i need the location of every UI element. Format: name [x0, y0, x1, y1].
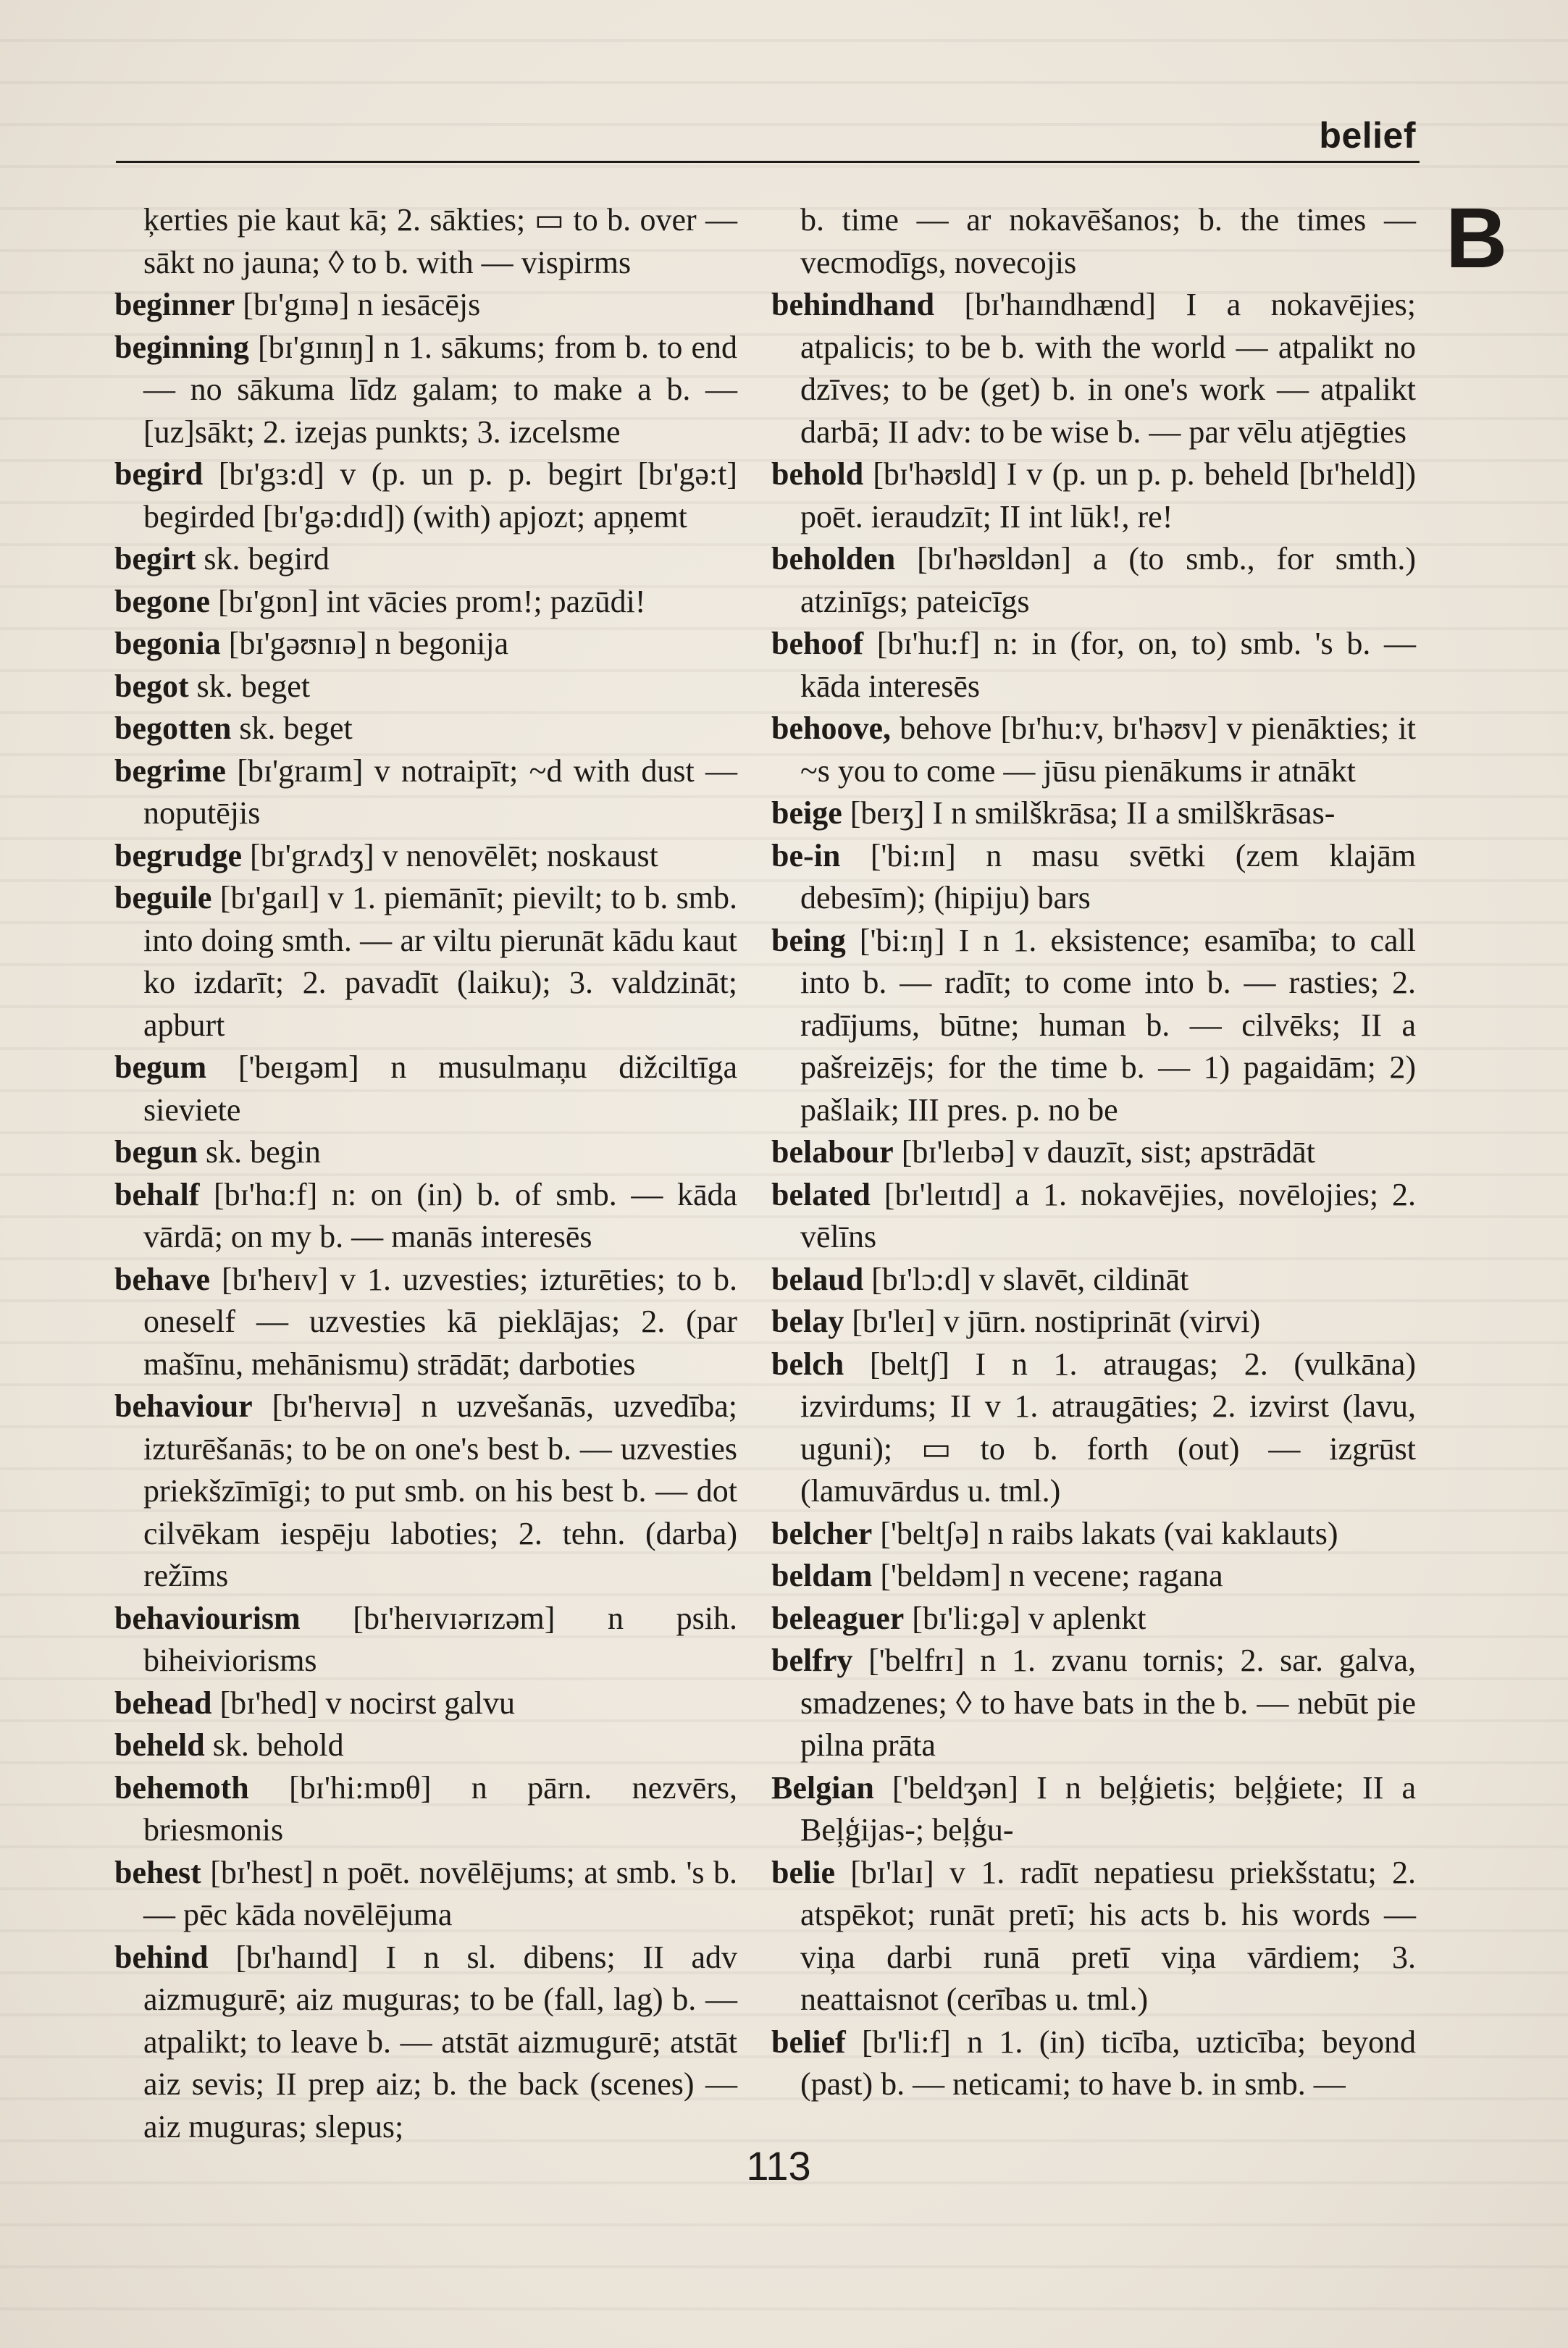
dictionary-entry: behemoth [bɪ'hi:mɒθ] n pārn. nezvērs, briesmonis: [114, 1769, 737, 1848]
headword: Belgian: [771, 1769, 874, 1806]
dictionary-entry: beldam ['beldəm] n vecene; ragana: [771, 1558, 1223, 1593]
dictionary-entry: belch [beltʃ] I n 1. atraugas; 2. (vulkāna) izvirdums; II v 1. atraugāties; 2. izvirst (lavu, uguni); ▭ to b. forth (out) — izgrūst (lamuvārdus u. tml.): [771, 1346, 1416, 1509]
dictionary-entry: be-in ['bi:ɪn] n masu svētki (zem klajām debesīm); (hipiju) bars: [771, 837, 1416, 915]
dictionary-entry: begun sk. begin: [114, 1134, 321, 1170]
dictionary-entry: Belgian ['beldʒən] I n beļģietis; beļģiete; II a Beļģijas-; beļģu-: [771, 1769, 1416, 1848]
headword: belaud: [771, 1261, 864, 1297]
dictionary-entry: beheld sk. behold: [114, 1727, 344, 1763]
dictionary-entry: belcher ['beltʃə] n raibs lakats (vai kaklauts): [771, 1515, 1338, 1551]
dictionary-entry: begrudge [bɪ'grʌdʒ] v nenovēlēt; noskaust: [114, 837, 658, 873]
headword: beleaguer: [771, 1600, 905, 1636]
running-head: belief: [1319, 115, 1416, 156]
dictionary-entry: begum ['beɪgəm] n musulmaņu dižciltīga sieviete: [114, 1049, 737, 1128]
headword: beholden: [771, 541, 896, 576]
dictionary-entry: behoove, behove [bɪ'hu:v, bɪ'həʊv] v pienākties; it ~s you to come — jūsu pienākums ir atnākt: [771, 710, 1416, 789]
dictionary-entry: beguile [bɪ'gaɪl] v 1. piemānīt; pievilt; to b. smb. into doing smth. — ar viltu pierunāt kādu kaut ko izdarīt; 2. pavadīt (laiku); 3. valdzināt; apburt: [114, 880, 737, 1043]
dictionary-entry: begot sk. beget: [114, 668, 311, 704]
headword: behead: [114, 1685, 212, 1721]
headword: begum: [114, 1049, 207, 1085]
dictionary-entry: behold [bɪ'həʊld] I v (p. un p. p. beheld [bɪ'held]) poēt. ieraudzīt; II int lūk!, re!: [771, 456, 1416, 534]
headword: begonia: [114, 626, 221, 661]
dictionary-entry: begone [bɪ'gɒn] int vācies prom!; pazūdi!: [114, 583, 646, 619]
dictionary-entry: begrime [bɪ'graɪm] v notraipīt; ~d with dust — noputējis: [114, 752, 737, 831]
headword: behest: [114, 1854, 201, 1890]
headword: belcher: [771, 1515, 873, 1551]
headword: belfry: [771, 1643, 853, 1678]
dictionary-entry: begirt sk. begird: [114, 541, 330, 576]
page-number: 113: [746, 2143, 811, 2189]
headword: behold: [771, 456, 864, 492]
headword: belay: [771, 1304, 844, 1339]
headword: beguile: [114, 880, 212, 915]
headword: belch: [771, 1346, 844, 1382]
headword: behind: [114, 1939, 209, 1975]
headword: begrime: [114, 752, 226, 789]
headword: belief: [771, 2024, 846, 2060]
headword: behoove,: [771, 710, 891, 746]
headword: begirt: [114, 541, 196, 576]
headword: beldam: [771, 1558, 873, 1593]
thumb-index-letter: B: [1446, 190, 1508, 286]
headword: belated: [771, 1176, 871, 1212]
dictionary-entry: behoof [bɪ'hu:f] n: in (for, on, to) smb. 's b. — kāda interesēs: [771, 626, 1416, 704]
dictionary-entry: beginner [bɪ'gɪnə] n iesācējs: [114, 287, 481, 322]
headword: beginning: [114, 329, 249, 365]
dictionary-entry: belief [bɪ'li:f] n 1. (in) ticība, uzticība; beyond (past) b. — neticami; to have b. in smb. —: [771, 2024, 1416, 2102]
headword: behoof: [771, 626, 864, 661]
dictionary-entry: beginning [bɪ'gɪnɪŋ] n 1. sākums; from b. to end — no sākuma līdz galam; to make a b. — [uz]sākt; 2. izejas punkts; 3. izcelsme: [114, 329, 737, 450]
right-column: [771, 199, 1416, 2106]
dictionary-entry: behest [bɪ'hest] n poēt. novēlējums; at smb. 's b. — pēc kāda novēlējuma: [114, 1854, 737, 1932]
header-rule: [116, 161, 1420, 163]
dictionary-entry: behave [bɪ'heɪv] v 1. uzvesties; izturēties; to b. oneself — uzvesties kā pieklājas; 2. (par mašīnu, mehānismu) strādāt; darboties: [114, 1261, 737, 1382]
dictionary-entry: belfry ['belfrɪ] n 1. zvanu tornis; 2. sar. galva, smadzenes; ◊ to have bats in the b. — nebūt pie pilna prāta: [771, 1643, 1416, 1763]
headword: begotten: [114, 710, 232, 746]
dictionary-entry: ķerties pie kaut kā; 2. sākties; ▭ to b. over — sākt no jauna; ◊ to b. with — vispirms: [143, 202, 737, 280]
dictionary-entry: belaud [bɪ'lɔ:d] v slavēt, cildināt: [771, 1261, 1189, 1297]
dictionary-entry: begird [bɪ'gɜ:d] v (p. un p. p. begirt [bɪ'gə:t] begirded [bɪ'gə:dɪd]) (with) apjozt; apņemt: [114, 456, 737, 534]
headword: being: [771, 922, 846, 958]
dictionary-entry: b. time — ar nokavēšanos; b. the times — vecmodīgs, novecojis: [800, 202, 1416, 280]
headword: behalf: [114, 1176, 200, 1212]
headword: begone: [114, 583, 210, 619]
headword: belie: [771, 1854, 835, 1890]
dictionary-entry: behead [bɪ'hed] v nocirst galvu: [114, 1685, 515, 1721]
dictionary-entry: beleaguer [bɪ'li:gə] v aplenkt: [771, 1600, 1146, 1636]
headword: beginner: [114, 287, 235, 322]
headword: begird: [114, 456, 204, 492]
headword: behemoth: [114, 1769, 249, 1806]
left-column: [114, 199, 737, 2148]
dictionary-entry: behind [bɪ'haɪnd] I n sl. dibens; II adv aizmugurē; aiz muguras; to be (fall, lag) b. — atpalikt; to leave b. — atstāt aizmugurē; atstāt aiz sevis; II prep aiz; b. the back (scenes) — aiz muguras; slepus;: [114, 1939, 737, 2144]
dictionary-entry: belabour [bɪ'leɪbə] v dauzīt, sist; apstrādāt: [771, 1134, 1315, 1170]
headword: behaviourism: [114, 1600, 301, 1636]
headword: beheld: [114, 1727, 205, 1763]
dictionary-entry: behaviour [bɪ'heɪvɪə] n uzvešanās, uzvedība; izturēšanās; to be on one's best b. — uzvesties priekšzīmīgi; to put smb. on his best b. — dot cilvēkam iespēju laboties; 2. tehn. (darba) režīms: [114, 1388, 737, 1593]
headword: behaviour: [114, 1388, 253, 1424]
headword: belabour: [771, 1134, 894, 1170]
headword: begot: [114, 668, 189, 704]
dictionary-entry: begonia [bɪ'gəʊnɪə] n begonija: [114, 626, 509, 661]
headword: behave: [114, 1261, 210, 1297]
dictionary-entry: being ['bi:ɪŋ] I n 1. eksistence; esamība; to call into b. — radīt; to come into b. — rasties; 2. radījums, būtne; human b. — cilvēks; II a pašreizējs; for the time b. — 1) pagaidām; 2) pašlaik; III pres. p. no be: [771, 922, 1416, 1128]
dictionary-entry: behindhand [bɪ'haɪndhænd] I a nokavējies; atpalicis; to be b. with the world — atpalikt no dzīves; to be (get) b. in one's work — atpalikt darbā; II adv: to be wise b. — par vēlu atjēgties: [771, 287, 1416, 450]
headword: be-in: [771, 837, 841, 873]
dictionary-entry: belated [bɪ'leɪtɪd] a 1. nokavējies, novēlojies; 2. vēlīns: [771, 1176, 1416, 1254]
headword: begun: [114, 1134, 198, 1170]
headword: beige: [771, 795, 842, 831]
dictionary-entry: beige [beɪʒ] I n smilškrāsa; II a smilškrāsas-: [771, 795, 1336, 831]
headword: begrudge: [114, 837, 242, 873]
dictionary-entry: belie [bɪ'laɪ] v 1. radīt nepatiesu priekšstatu; 2. atspēkot; runāt pretī; his acts b. his words — viņa darbi runā pretī viņa vārdiem; 3. neattaisnot (cerības u. tml.): [771, 1854, 1416, 2017]
dictionary-entry: begotten sk. beget: [114, 710, 353, 746]
dictionary-entry: belay [bɪ'leɪ] v jūrn. nostiprināt (virvi): [771, 1304, 1261, 1339]
dictionary-entry: behaviourism [bɪ'heɪvɪərɪzəm] n psih. biheiviorisms: [114, 1600, 737, 1678]
dictionary-entry: behalf [bɪ'hɑ:f] n: on (in) b. of smb. — kāda vārdā; on my b. — manās interesēs: [114, 1176, 737, 1254]
headword: behindhand: [771, 287, 935, 322]
dictionary-entry: beholden [bɪ'həʊldən] a (to smb., for smth.) atzinīgs; pateicīgs: [771, 541, 1416, 619]
